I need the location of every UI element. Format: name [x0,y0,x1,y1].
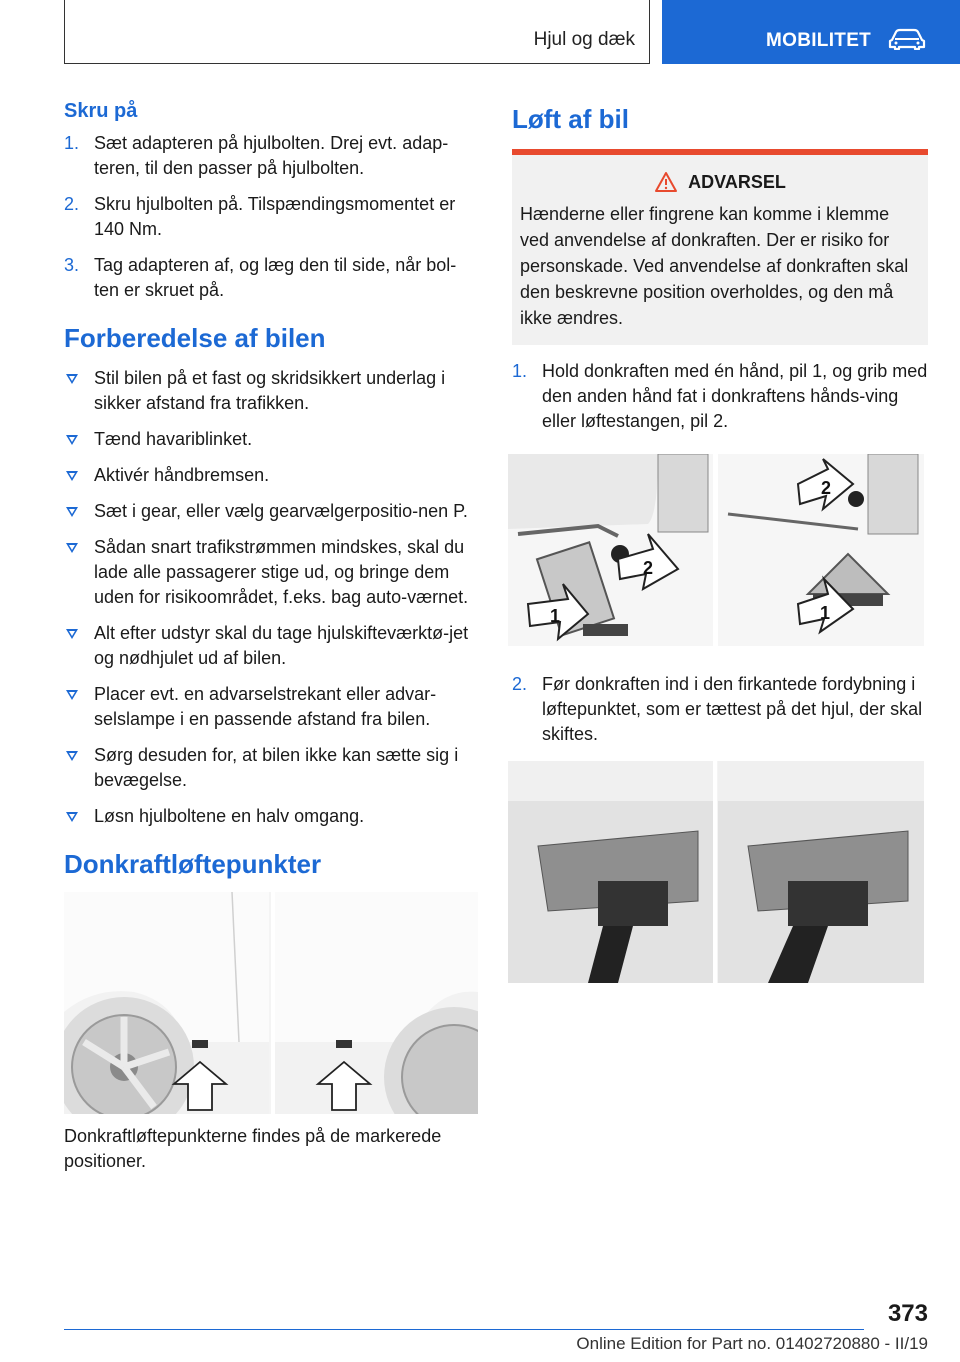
car-icon [888,28,926,50]
list-item: Aktivér håndbremsen. [64,463,478,488]
list-item: Sørg desuden for, at bilen ikke kan sætte sig i bevægelse. [64,743,478,793]
list-item: Sæt i gear, eller vælg gearvælgerpositio-nen P. [64,499,478,524]
list-item: 3. Tag adapteren af, og læg den til side, når bol-ten er skruet på. [64,255,457,300]
arrow-label-1: 1 [550,606,561,626]
header-section-box [64,0,650,64]
list-item: Tænd havariblinket. [64,427,478,452]
list-item: 2. Skru hjulbolten på. Tilspændingsmomentet er 140 Nm. [64,194,456,239]
list-item: Løsn hjulboltene en halv omgang. [64,804,478,829]
jack-placement-figure [508,761,924,983]
jack-points-figure [64,892,478,1114]
jack-handling-figure [508,454,924,646]
left-column [64,100,478,1174]
lift-step-1 [512,359,928,434]
arrow-label-2: 2 [643,558,654,578]
prep-title: Forberedelse af bilen [64,323,326,353]
list-item: Placer evt. en advarselstrekant eller advar-selslampe i en passende afstand fra bilen. [64,682,478,732]
prep-list [64,366,478,829]
list-item: Stil bilen på et fast og skridsikkert underlag i sikker afstand fra trafikken. [64,366,478,416]
list-item: 1. Sæt adapteren på hjulbolten. Drej evt. adap-teren, til den passer på hjulbolten. [64,133,449,178]
lift-title: Løft af bil [512,104,629,134]
warning-label: ADVARSEL [688,171,786,192]
screw-title: Skru på [64,100,138,122]
warning-text: Hænderne eller fingrene kan komme i klemme ved anvendelse af donkraften. Der er risiko for personskade. Ved anvendelse af donkraften skal den beskrevne position overholdes, og den må ikke ændres. [520,204,909,328]
list-item: Alt efter udstyr skal du tage hjulskifteværktø-jet og nødhjulet ud af bilen. [64,621,478,671]
jack-points-caption: Donkraftløftepunkterne findes på de markerede positioner. [64,1126,442,1171]
jack-points-title: Donkraftløftepunkter [64,849,322,879]
page-number: 373 [887,1300,928,1327]
arrow-label-2: 2 [821,478,832,498]
screw-steps [64,131,478,303]
edition-note: Online Edition for Part no. 01402720880 - II/19 [576,1334,928,1353]
section-title: Hjul og dæk [533,29,635,50]
arrow-label-1: 1 [820,603,831,623]
chapter-tab[interactable] [662,0,960,64]
list-item: 1. Hold donkraften med én hånd, pil 1, og grib med den anden hånd fat i donkraftens hånds-ving eller løftestangen, pil 2. [512,361,928,431]
lift-step-2 [512,672,928,747]
warning-icon [654,171,678,193]
list-item: Sådan snart trafikstrømmen mindskes, skal du lade alle passagerer stige ud, og bringe dem uden for risikoområdet, f.eks. bag auto-værnet. [64,535,478,610]
list-item: 2. Før donkraften ind i den firkantede fordybning i løftepunktet, som er tættest på det hjul, der skal skiftes. [512,674,923,744]
chapter-title: MOBILITET [766,30,872,51]
right-column [512,100,928,983]
footer-divider [64,1329,864,1330]
warning-box [512,149,928,345]
